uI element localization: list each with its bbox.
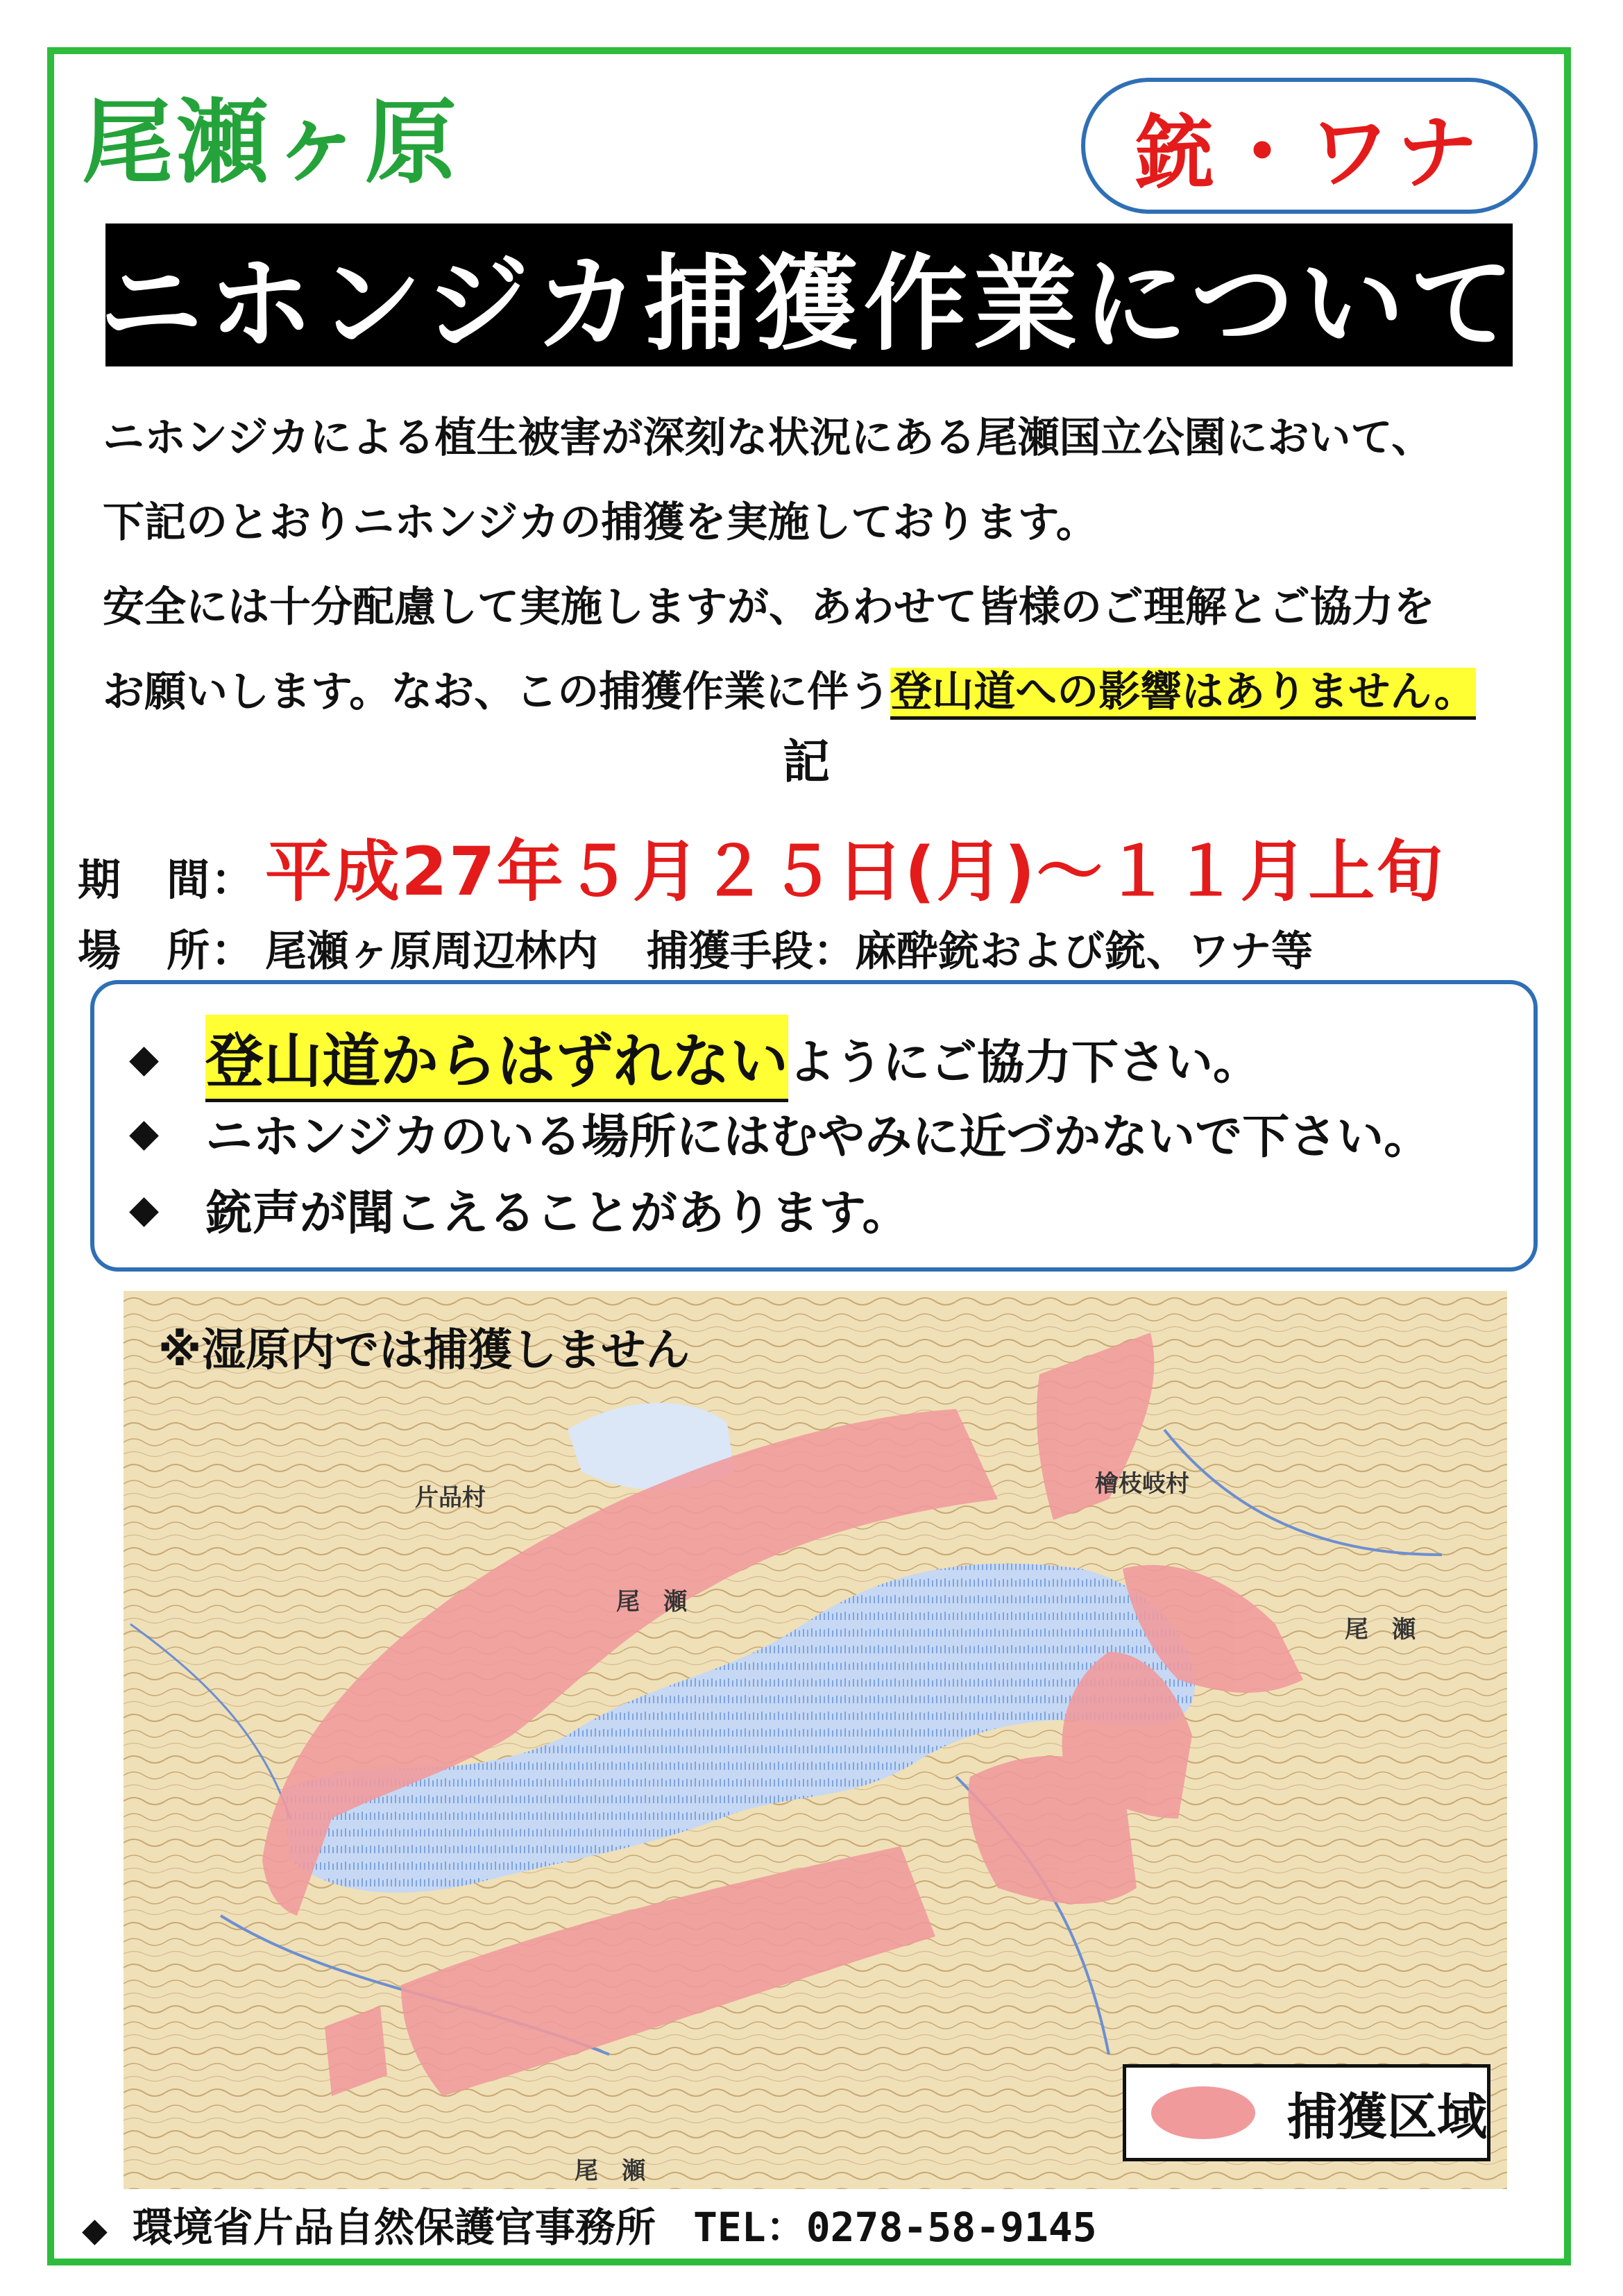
diamond-icon: ◆ xyxy=(129,1187,160,1232)
phone-number: TEL：0278-58-9145 xyxy=(692,2204,1097,2251)
intro-line-prefix: お願いします。なお、この捕獲作業に伴う xyxy=(103,668,891,716)
place-value: 尾瀬ヶ原周辺林内 xyxy=(265,927,598,976)
period-label: 期 間： xyxy=(78,854,256,905)
notice-item-text: ニホンジカのいる場所にはむやみに近づかないで下さい。 xyxy=(205,1110,1431,1165)
map-label-hinoemata: 檜枝岐村 xyxy=(1095,1470,1189,1498)
intro-line: 安全には十分配慮して実施しますが、あわせて皆様のご理解とご協力を xyxy=(103,583,1435,632)
intro-line: 下記のとおりニホンジカの捕獲を実施しております。 xyxy=(103,498,1098,547)
notice-highlight: 登山道からはずれない xyxy=(205,1015,788,1102)
intro-line: ニホンジカによる植生被害が深刻な状況にある尾瀬国立公園において、 xyxy=(103,414,1434,462)
method-label: 捕獲手段： xyxy=(647,927,855,976)
notice-box xyxy=(90,980,1538,1272)
notice-item-text: ようにご協力下さい。 xyxy=(788,1035,1261,1090)
intro-highlight: 登山道への影響はありません。 xyxy=(890,668,1476,720)
brand-title: 尾瀬ヶ原 xyxy=(82,90,459,196)
notice-item xyxy=(129,1099,1431,1167)
map-legend xyxy=(1123,2064,1490,2161)
ki-heading: 記 xyxy=(783,735,831,790)
diamond-icon: ◆ xyxy=(129,1036,160,1081)
map-label-katashina: 片品村 xyxy=(415,1484,486,1512)
diamond-icon: ◆ xyxy=(82,2211,108,2249)
intro-text xyxy=(103,396,1546,734)
capture-area-map xyxy=(124,1291,1507,2189)
place-row xyxy=(78,916,1313,978)
map-note: ※湿原内では捕獲しません xyxy=(158,1325,690,1376)
map-label-oze: 尾 瀬 xyxy=(575,2157,645,2185)
place-label: 場 所： xyxy=(78,925,256,976)
diamond-icon: ◆ xyxy=(129,1111,160,1156)
method-value: 麻酔銃および銃、ワナ等 xyxy=(855,927,1313,976)
map-label-oze: 尾 瀬 xyxy=(616,1588,687,1616)
map-label-oze: 尾 瀬 xyxy=(1345,1616,1416,1644)
method-badge: 銃・ワナ xyxy=(1081,78,1538,214)
notice-item xyxy=(129,1176,910,1243)
map-graphic xyxy=(124,1291,1507,2189)
legend-label: 捕獲区域 xyxy=(1287,2088,1488,2146)
period-value: 平成27年５月２５日(月)～１１月上旬 xyxy=(265,833,1445,911)
page-title: ニホンジカ捕獲作業について xyxy=(105,223,1513,366)
legend-swatch xyxy=(1151,2086,1255,2139)
period-row xyxy=(78,819,1444,914)
office-name: 環境省片品自然保護官事務所 xyxy=(132,2204,656,2251)
intro-line xyxy=(103,650,1546,734)
notice-item xyxy=(129,1015,1260,1102)
notice-item-text: 銃声が聞こえることがあります。 xyxy=(205,1186,910,1241)
footer xyxy=(82,2195,1097,2253)
